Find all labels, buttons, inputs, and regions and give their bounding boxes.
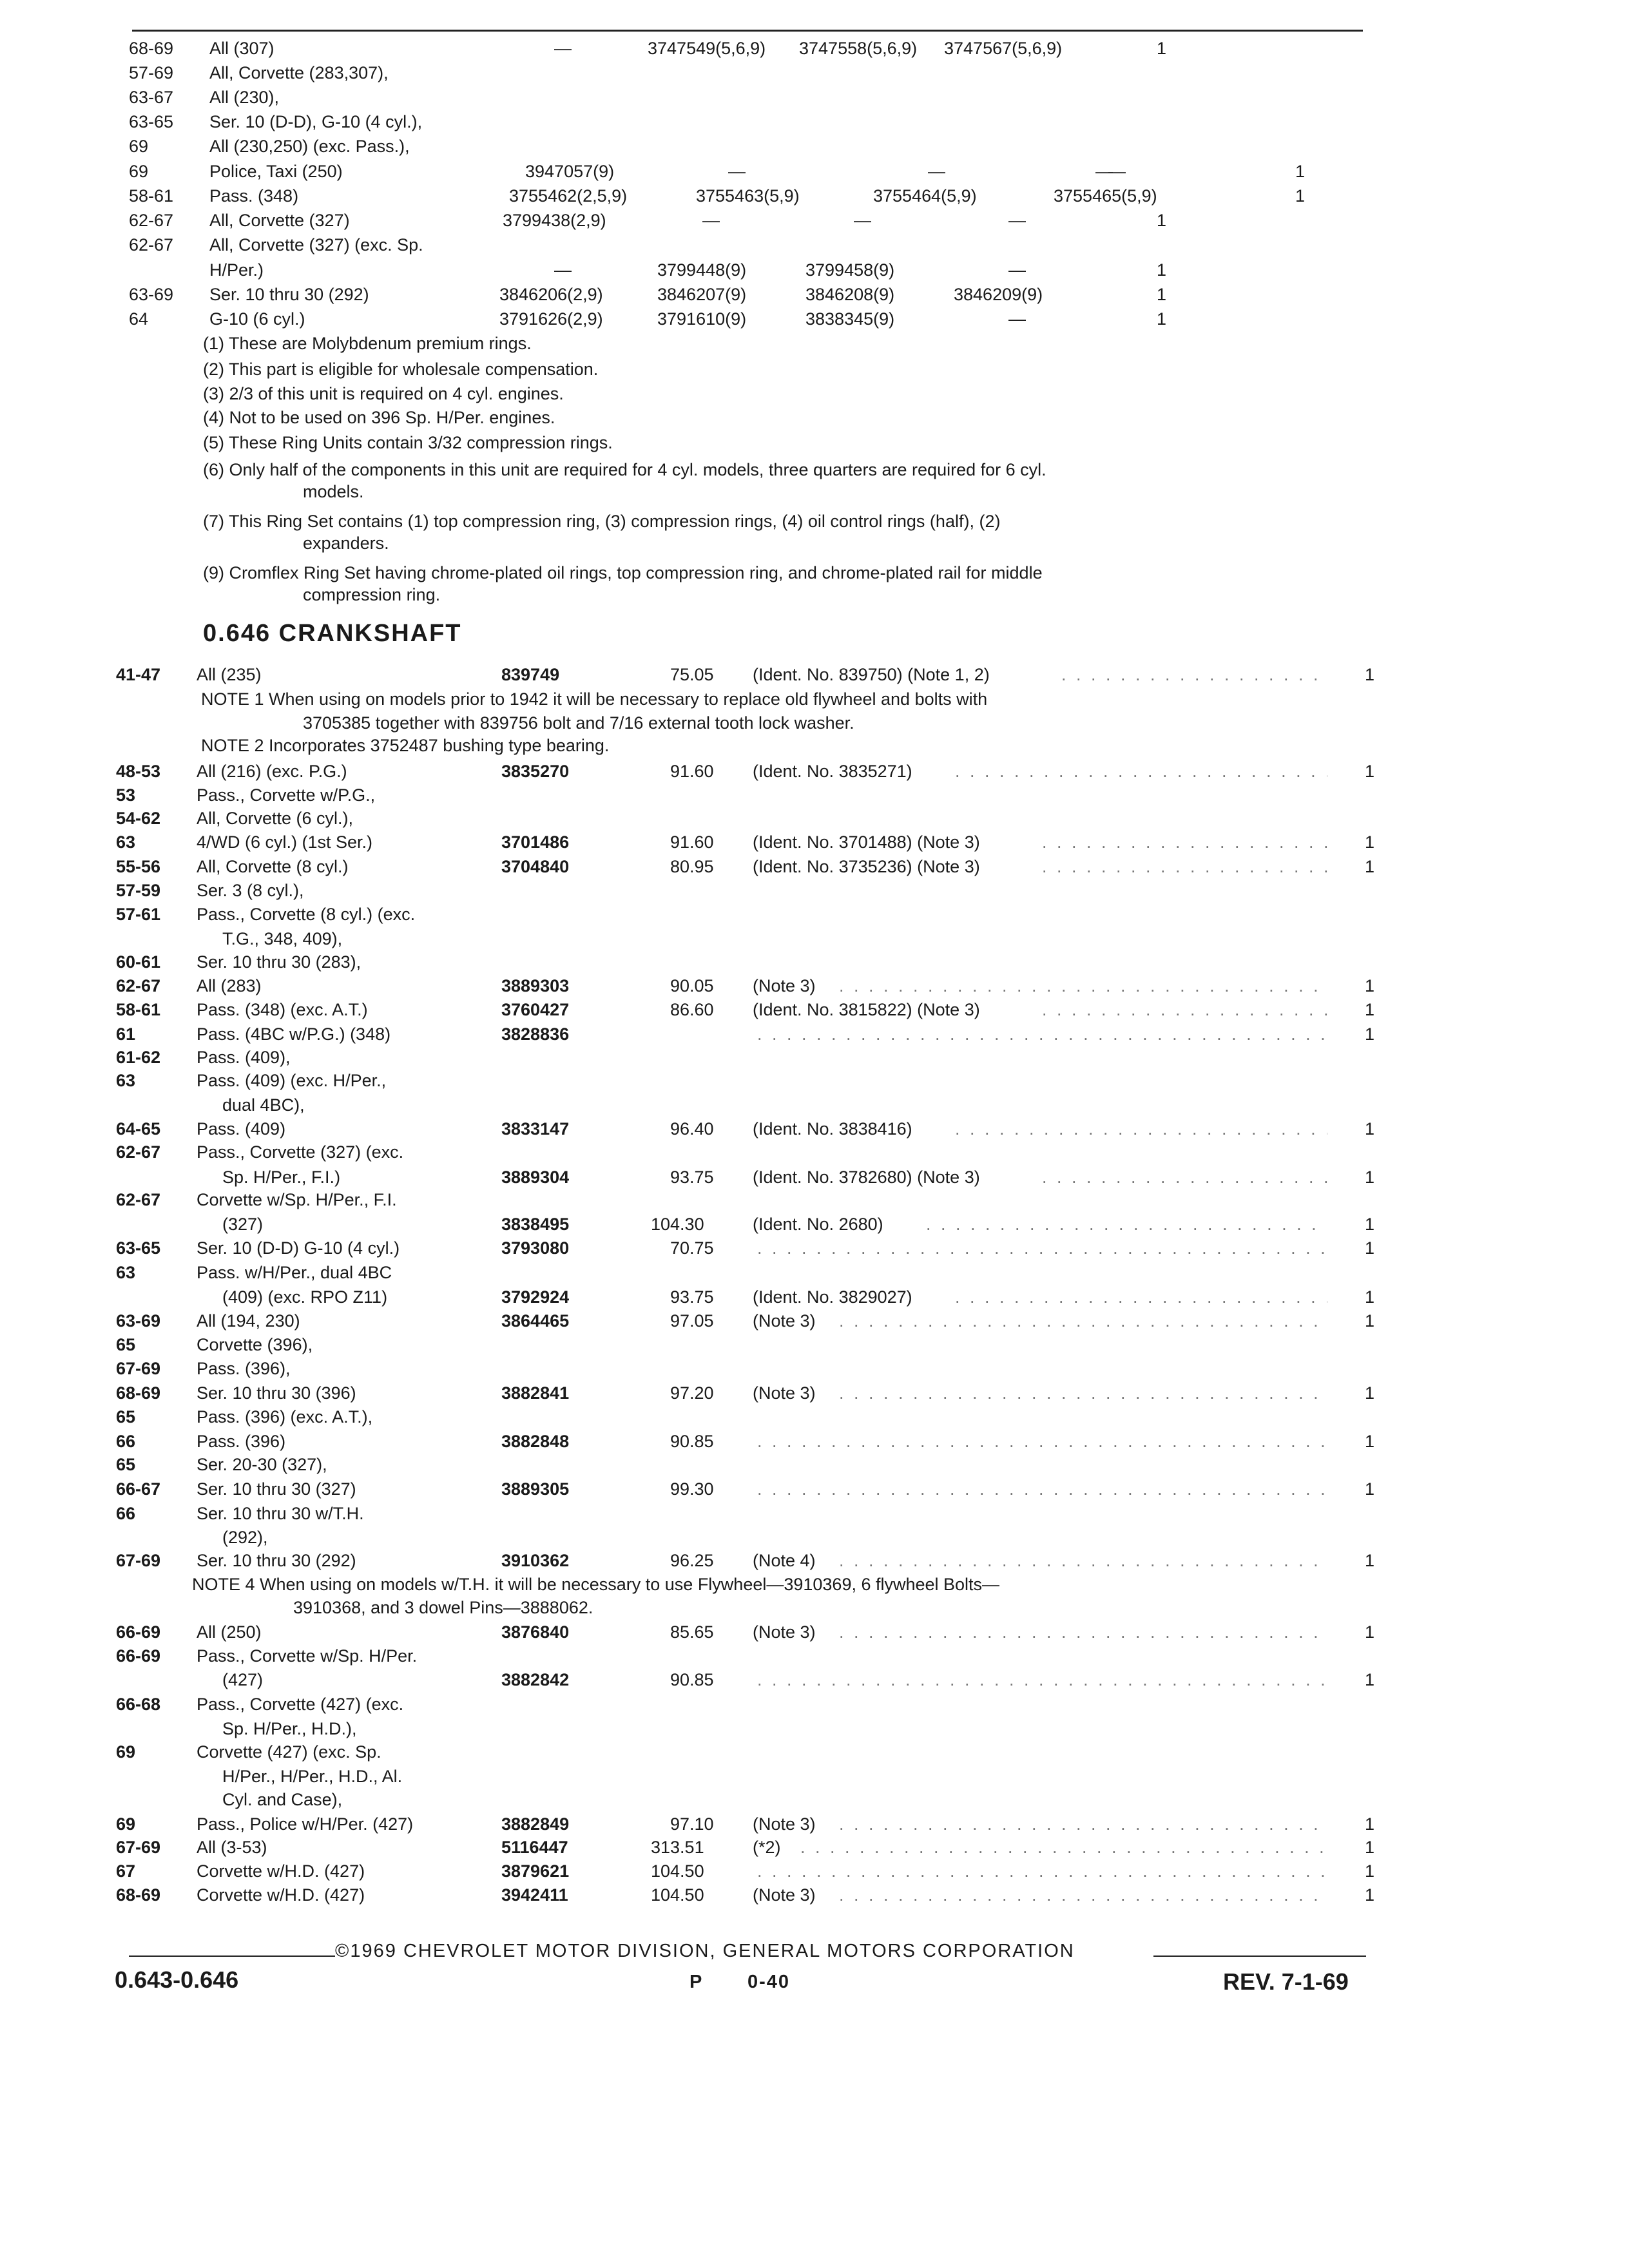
crank-years-cell: 58-61 (116, 1000, 161, 1019)
ring-p1-cell: 3791626(2,9) (499, 309, 603, 329)
crank-model-cell: (427) (222, 1670, 264, 1689)
crank-years-cell: 67 (116, 1861, 136, 1881)
footer-copyright: ©1969 CHEVROLET MOTOR DIVISION, GENERAL MOTORS CORPORATION (335, 1941, 1075, 1961)
crank-remark-cell: (Ident. No. 3829027) (753, 1287, 912, 1307)
ring-footnote: (5) These Ring Units contain 3/32 compression rings. (203, 433, 613, 452)
crank-model-cell: Pass., Corvette w/Sp. H/Per. (197, 1646, 418, 1666)
crank-model-cell: Corvette (396), (197, 1335, 313, 1354)
ring-models-cell: All (230), (209, 88, 280, 107)
crank-qty-cell: 1 (1365, 1287, 1375, 1307)
crank-price-cell: 75.05 (670, 665, 714, 684)
leader-dots (839, 1621, 1327, 1643)
ring-p2-cell: 3747549(5,6,9) (648, 39, 766, 58)
ring-models-cell: All, Corvette (327) (exc. Sp. (209, 235, 423, 255)
crank-remark-cell: (Note 3) (753, 1885, 816, 1905)
ring-qty-cell: 1 (1157, 260, 1167, 280)
ring-models-cell: All (307) (209, 39, 275, 58)
ring-footnote: (9) Cromflex Ring Set having chrome-plated oil rings, top compression ring, and chrome-plated rail for middle (203, 563, 1043, 582)
crank-remark-cell: (Ident. No. 3701488) (Note 3) (753, 832, 980, 852)
crank-years-cell: 67-69 (116, 1551, 161, 1570)
crank-model-cell: Corvette w/Sp. H/Per., F.I. (197, 1190, 397, 1209)
ring-p2-cell: 3791610(9) (657, 309, 747, 329)
crank-model-cell: Pass. (4BC w/P.G.) (348) (197, 1024, 391, 1044)
ring-p1-cell: — (554, 39, 572, 58)
ring-p4-cell: 3755465(5,9) (1054, 186, 1157, 206)
ring-p1-cell: 3846206(2,9) (499, 285, 603, 304)
ring-qty-cell: 1 (1295, 162, 1306, 181)
crank-remark-cell: (Note 3) (753, 1311, 816, 1331)
leader-dots (839, 1382, 1327, 1404)
crank-part-number-cell: 3910362 (501, 1551, 570, 1570)
leader-dots (839, 1813, 1327, 1835)
crank-price-cell: 80.95 (670, 857, 714, 876)
crank-model-cell: Pass., Police w/H/Per. (427) (197, 1814, 414, 1834)
crank-qty-cell: 1 (1365, 1383, 1375, 1403)
crank-remark-cell: (Ident. No. 3735236) (Note 3) (753, 857, 980, 876)
ring-models-cell: All, Corvette (283,307), (209, 63, 389, 82)
section-heading-crankshaft: 0.646 CRANKSHAFT (203, 620, 462, 647)
crank-price-cell: 91.60 (670, 832, 714, 852)
crank-years-cell: 65 (116, 1335, 136, 1354)
crank-years-cell: 63-65 (116, 1238, 161, 1258)
crank-part-number-cell: 3838495 (501, 1215, 570, 1234)
ring-p4-cell: — (1008, 260, 1026, 280)
ring-years-cell: 64 (129, 309, 149, 329)
crank-qty-cell: 1 (1365, 976, 1375, 995)
crank-years-cell: 66-69 (116, 1646, 161, 1666)
crank-years-cell: 62-67 (116, 976, 161, 995)
ring-p4-cell: — (1008, 309, 1026, 329)
crank-years-cell: 63 (116, 832, 136, 852)
crank-qty-cell: 1 (1365, 1311, 1375, 1331)
ring-years-cell: 63-69 (129, 285, 174, 304)
crank-part-number-cell: 3882842 (501, 1670, 570, 1689)
crank-price-cell: 104.50 (651, 1861, 704, 1881)
crank-model-cell: Pass., Corvette (8 cyl.) (exc. (197, 905, 416, 924)
crank-years-cell: 69 (116, 1742, 136, 1762)
ring-footnote: models. (303, 482, 364, 501)
ring-p2-cell: — (728, 162, 746, 181)
crank-qty-cell: 1 (1365, 1432, 1375, 1451)
ring-footnote: (6) Only half of the components in this unit are required for 4 cyl. models, three quarters are required for 6 cyl. (203, 460, 1046, 479)
crankshaft-note-line: NOTE 2 Incorporates 3752487 bushing type bearing. (201, 736, 610, 755)
crank-model-cell: Ser. 10 (D-D) G-10 (4 cyl.) (197, 1238, 400, 1258)
crank-qty-cell: 1 (1365, 1024, 1375, 1044)
ring-footnote: (3) 2/3 of this unit is required on 4 cyl. engines. (203, 384, 564, 403)
crank-model-cell: Pass. (396) (exc. A.T.), (197, 1407, 373, 1427)
ring-qty-cell: 1 (1157, 309, 1167, 329)
crank-part-number-cell: 3792924 (501, 1287, 570, 1307)
crank-part-number-cell: 3879621 (501, 1861, 570, 1881)
crank-model-cell: Ser. 3 (8 cyl.), (197, 881, 304, 900)
crank-model-cell: dual 4BC), (222, 1095, 305, 1115)
crank-price-cell: 99.30 (670, 1479, 714, 1499)
crank-part-number-cell: 3864465 (501, 1311, 570, 1331)
ring-models-cell: Police, Taxi (250) (209, 162, 343, 181)
footer-rule-right (1153, 1956, 1366, 1957)
crank-model-cell: Corvette (427) (exc. Sp. (197, 1742, 381, 1762)
crank-years-cell: 66-69 (116, 1622, 161, 1642)
leader-dots (839, 975, 1327, 997)
crank-years-cell: 61 (116, 1024, 136, 1044)
ring-p3-cell: 3838345(9) (805, 309, 895, 329)
crank-model-cell: Pass. (409) (exc. H/Per., (197, 1071, 387, 1090)
crank-years-cell: 57-61 (116, 905, 161, 924)
ring-footnote: compression ring. (303, 585, 441, 604)
footer-page-number: 0-40 (747, 1972, 791, 1992)
crank-remark-cell: (Note 3) (753, 1622, 816, 1642)
leader-dots (926, 1213, 1327, 1235)
ring-p3-cell: 3846208(9) (805, 285, 895, 304)
crank-model-cell: H/Per., H/Per., H.D., Al. (222, 1767, 403, 1786)
crank-qty-cell: 1 (1365, 1838, 1375, 1857)
crank-years-cell: 60-61 (116, 952, 161, 972)
crank-model-cell: Sp. H/Per., H.D.), (222, 1719, 357, 1738)
ring-p4-cell: 3846209(9) (954, 285, 1043, 304)
leader-dots (757, 1860, 1327, 1882)
crank-price-cell: 90.85 (670, 1670, 714, 1689)
ring-models-cell: Pass. (348) (209, 186, 299, 206)
crank-part-number-cell: 3889303 (501, 976, 570, 995)
crank-price-cell: 313.51 (651, 1838, 704, 1857)
ring-years-cell: 69 (129, 137, 149, 156)
crank-model-cell: 4/WD (6 cyl.) (1st Ser.) (197, 832, 373, 852)
crank-model-cell: All, Corvette (6 cyl.), (197, 809, 354, 828)
crank-qty-cell: 1 (1365, 1885, 1375, 1905)
crank-price-cell: 104.50 (651, 1885, 704, 1905)
crank-years-cell: 65 (116, 1407, 136, 1427)
crank-price-cell: 96.40 (670, 1119, 714, 1139)
crank-part-number-cell: 3828836 (501, 1024, 570, 1044)
leader-dots (757, 1478, 1327, 1500)
ring-models-cell: Ser. 10 (D-D), G-10 (4 cyl.), (209, 112, 423, 131)
ring-p2-cell: 3755463(5,9) (696, 186, 800, 206)
crankshaft-note-line: NOTE 1 When using on models prior to 1942 it will be necessary to replace old flywheel and bolts with (201, 689, 988, 709)
crank-model-cell: (409) (exc. RPO Z11) (222, 1287, 388, 1307)
crank-model-cell: Cyl. and Case), (222, 1790, 343, 1809)
ring-years-cell: 62-67 (129, 235, 174, 255)
leader-dots (955, 1118, 1327, 1140)
ring-qty-cell: 1 (1157, 211, 1167, 230)
ring-footnote: expanders. (303, 533, 389, 553)
crank-price-cell: 97.20 (670, 1383, 714, 1403)
footer-section-range: 0.643-0.646 (115, 1966, 239, 1993)
crank-years-cell: 48-53 (116, 762, 161, 781)
crankshaft-note-line: NOTE 4 When using on models w/T.H. it will be necessary to use Flywheel—3910369, 6 flywheel Bolts— (192, 1575, 1000, 1594)
crank-part-number-cell: 3793080 (501, 1238, 570, 1258)
footer-revision: REV. 7-1-69 (1223, 1968, 1349, 1995)
crank-years-cell: 66-68 (116, 1695, 161, 1714)
crank-part-number-cell: 3942411 (501, 1885, 568, 1905)
ring-p3-cell: 3755464(5,9) (873, 186, 977, 206)
footer-rule-left (129, 1956, 335, 1957)
crank-qty-cell: 1 (1365, 1119, 1375, 1139)
crank-model-cell: Ser. 10 thru 30 (396) (197, 1383, 356, 1403)
crank-price-cell: 97.05 (670, 1311, 714, 1331)
crank-part-number-cell: 3704840 (501, 857, 570, 876)
ring-footnote: (2) This part is eligible for wholesale compensation. (203, 360, 599, 379)
crank-remark-cell: (*2) (753, 1838, 781, 1857)
ring-p3-cell: — (928, 162, 945, 181)
ring-p2-cell: 3799448(9) (657, 260, 747, 280)
crank-years-cell: 64-65 (116, 1119, 161, 1139)
crank-price-cell: 90.05 (670, 976, 714, 995)
crank-model-cell: Pass., Corvette w/P.G., (197, 785, 376, 805)
crank-model-cell: Pass. (396) (197, 1432, 286, 1451)
leader-dots (955, 1286, 1327, 1308)
crank-qty-cell: 1 (1365, 1622, 1375, 1642)
crank-years-cell: 67-69 (116, 1359, 161, 1378)
leader-dots (757, 1237, 1327, 1259)
crank-price-cell: 93.75 (670, 1168, 714, 1187)
ring-models-cell: All (230,250) (exc. Pass.), (209, 137, 410, 156)
crank-model-cell: Pass. (409), (197, 1048, 291, 1067)
crank-years-cell: 68-69 (116, 1885, 161, 1905)
crank-years-cell: 62-67 (116, 1190, 161, 1209)
ring-p3-cell: 3747558(5,6,9) (799, 39, 918, 58)
crank-price-cell: 104.30 (651, 1215, 704, 1234)
leader-dots (1042, 856, 1327, 878)
crank-qty-cell: 1 (1365, 1168, 1375, 1187)
crank-model-cell: Corvette w/H.D. (427) (197, 1861, 365, 1881)
ring-years-cell: 69 (129, 162, 149, 181)
crank-remark-cell: (Ident. No. 3835271) (753, 762, 912, 781)
ring-models-cell: All, Corvette (327) (209, 211, 350, 230)
ring-years-cell: 63-67 (129, 88, 174, 107)
ring-models-cell: G-10 (6 cyl.) (209, 309, 305, 329)
crank-qty-cell: 1 (1365, 832, 1375, 852)
leader-dots (800, 1836, 1327, 1858)
crankshaft-note-line: 3705385 together with 839756 bolt and 7/16 external tooth lock washer. (303, 713, 854, 733)
leader-dots (839, 1550, 1327, 1571)
ring-p2-cell: 3846207(9) (657, 285, 747, 304)
crank-part-number-cell: 3833147 (501, 1119, 570, 1139)
crank-remark-cell: (Ident. No. 839750) (Note 1, 2) (753, 665, 990, 684)
crank-qty-cell: 1 (1365, 1215, 1375, 1234)
ring-footnote: (4) Not to be used on 396 Sp. H/Per. engines. (203, 408, 555, 427)
crank-years-cell: 69 (116, 1814, 136, 1834)
crank-years-cell: 55-56 (116, 857, 161, 876)
crank-part-number-cell: 3701486 (501, 832, 570, 852)
ring-p1-cell: 3799438(2,9) (503, 211, 606, 230)
crank-remark-cell: (Ident. No. 2680) (753, 1215, 883, 1234)
crank-years-cell: 65 (116, 1455, 136, 1474)
crank-remark-cell: (Note 3) (753, 1383, 816, 1403)
crank-model-cell: Sp. H/Per., F.I.) (222, 1168, 341, 1187)
leader-dots (757, 1669, 1327, 1691)
crank-years-cell: 57-59 (116, 881, 161, 900)
footer-page-prefix: P (689, 1972, 704, 1992)
crank-qty-cell: 1 (1365, 1551, 1375, 1570)
crank-part-number-cell: 3889305 (501, 1479, 570, 1499)
crank-years-cell: 63-69 (116, 1311, 161, 1331)
ring-p3-cell: — (854, 211, 871, 230)
crank-remark-cell: (Note 3) (753, 1814, 816, 1834)
crank-part-number-cell: 3876840 (501, 1622, 570, 1642)
crank-model-cell: Ser. 10 thru 30 (292) (197, 1551, 356, 1570)
crank-model-cell: Pass., Corvette (327) (exc. (197, 1142, 404, 1162)
crank-model-cell: Ser. 10 thru 30 (283), (197, 952, 361, 972)
crank-years-cell: 63 (116, 1071, 136, 1090)
crank-price-cell: 91.60 (670, 762, 714, 781)
crank-model-cell: All (250) (197, 1622, 262, 1642)
crank-price-cell: 97.10 (670, 1814, 714, 1834)
crank-years-cell: 41-47 (116, 665, 161, 684)
ring-years-cell: 58-61 (129, 186, 174, 206)
crank-qty-cell: 1 (1365, 1814, 1375, 1834)
leader-dots (757, 1023, 1327, 1045)
leader-dots (1042, 999, 1327, 1021)
ring-models-cell: H/Per.) (209, 260, 264, 280)
leader-dots (1042, 831, 1327, 853)
crank-qty-cell: 1 (1365, 665, 1375, 684)
crank-remark-cell: (Ident. No. 3815822) (Note 3) (753, 1000, 980, 1019)
ring-p3-cell: 3799458(9) (805, 260, 895, 280)
crank-model-cell: All (3-53) (197, 1838, 267, 1857)
crank-model-cell: All (216) (exc. P.G.) (197, 762, 347, 781)
crank-model-cell: T.G., 348, 409), (222, 929, 343, 948)
ring-p1-cell: 3755462(2,5,9) (509, 186, 628, 206)
crank-remark-cell: (Note 3) (753, 976, 816, 995)
crank-years-cell: 61-62 (116, 1048, 161, 1067)
crank-price-cell: 86.60 (670, 1000, 714, 1019)
ring-years-cell: 63-65 (129, 112, 174, 131)
crank-model-cell: Corvette w/H.D. (427) (197, 1885, 365, 1905)
crank-model-cell: All (283) (197, 976, 262, 995)
ring-qty-cell: 1 (1295, 186, 1306, 206)
ring-years-cell: 62-67 (129, 211, 174, 230)
crank-years-cell: 54-62 (116, 809, 161, 828)
crank-model-cell: Pass. (348) (exc. A.T.) (197, 1000, 368, 1019)
crank-model-cell: Ser. 20-30 (327), (197, 1455, 327, 1474)
crank-part-number-cell: 5116447 (501, 1838, 568, 1857)
top-rule (132, 30, 1363, 32)
ring-models-cell: Ser. 10 thru 30 (292) (209, 285, 369, 304)
ring-p5-cell: — (1095, 162, 1113, 181)
crank-model-cell: All, Corvette (8 cyl.) (197, 857, 349, 876)
crank-years-cell: 67-69 (116, 1838, 161, 1857)
crank-model-cell: Pass. w/H/Per., dual 4BC (197, 1263, 392, 1282)
crank-qty-cell: 1 (1365, 1238, 1375, 1258)
crank-years-cell: 62-67 (116, 1142, 161, 1162)
crank-qty-cell: 1 (1365, 1861, 1375, 1881)
crank-qty-cell: 1 (1365, 1000, 1375, 1019)
crank-years-cell: 68-69 (116, 1383, 161, 1403)
crank-part-number-cell: 3882841 (501, 1383, 570, 1403)
crank-model-cell: Ser. 10 thru 30 (327) (197, 1479, 356, 1499)
crank-years-cell: 53 (116, 785, 136, 805)
ring-footnote: (1) These are Molybdenum premium rings. (203, 334, 532, 353)
crank-qty-cell: 1 (1365, 1479, 1375, 1499)
crank-part-number-cell: 839749 (501, 665, 560, 684)
crank-price-cell: 93.75 (670, 1287, 714, 1307)
ring-footnote: (7) This Ring Set contains (1) top compression ring, (3) compression rings, (4) oil control rings (half), (2) (203, 512, 1001, 531)
leader-dots (1042, 1166, 1327, 1188)
crank-years-cell: 66 (116, 1432, 136, 1451)
crank-remark-cell: (Ident. No. 3782680) (Note 3) (753, 1168, 980, 1187)
leader-dots (757, 1430, 1327, 1452)
crankshaft-note-line: 3910368, and 3 dowel Pins—3888062. (293, 1598, 593, 1617)
crank-price-cell: 96.25 (670, 1551, 714, 1570)
leader-dots (955, 760, 1327, 782)
crank-part-number-cell: 3882849 (501, 1814, 570, 1834)
ring-years-cell: 57-69 (129, 63, 174, 82)
crank-model-cell: Pass. (409) (197, 1119, 286, 1139)
leader-dots (839, 1884, 1327, 1906)
crank-model-cell: (292), (222, 1528, 268, 1547)
crank-model-cell: (327) (222, 1215, 264, 1234)
ring-p4-cell: — (1108, 162, 1126, 181)
crank-model-cell: All (235) (197, 665, 262, 684)
crank-model-cell: Ser. 10 thru 30 w/T.H. (197, 1504, 364, 1523)
crank-part-number-cell: 3889304 (501, 1168, 570, 1187)
crank-qty-cell: 1 (1365, 1670, 1375, 1689)
leader-dots (839, 1310, 1327, 1332)
crank-model-cell: Pass., Corvette (427) (exc. (197, 1695, 404, 1714)
crank-years-cell: 63 (116, 1263, 136, 1282)
crank-price-cell: 70.75 (670, 1238, 714, 1258)
crank-part-number-cell: 3835270 (501, 762, 570, 781)
crank-part-number-cell: 3882848 (501, 1432, 570, 1451)
ring-p1-cell: 3947057(9) (525, 162, 615, 181)
ring-years-cell: 68-69 (129, 39, 174, 58)
crank-price-cell: 85.65 (670, 1622, 714, 1642)
ring-p2-cell: — (702, 211, 720, 230)
ring-qty-cell: 1 (1157, 39, 1167, 58)
crank-part-number-cell: 3760427 (501, 1000, 570, 1019)
crank-years-cell: 66-67 (116, 1479, 161, 1499)
crank-remark-cell: (Ident. No. 3838416) (753, 1119, 912, 1139)
leader-dots (1061, 664, 1327, 686)
crank-qty-cell: 1 (1365, 762, 1375, 781)
crank-price-cell: 90.85 (670, 1432, 714, 1451)
ring-p4-cell: 3747567(5,6,9) (944, 39, 1063, 58)
crank-remark-cell: (Note 4) (753, 1551, 816, 1570)
ring-p1-cell: — (554, 260, 572, 280)
ring-p4-cell: — (1008, 211, 1026, 230)
ring-qty-cell: 1 (1157, 285, 1167, 304)
crank-model-cell: Pass. (396), (197, 1359, 291, 1378)
crank-model-cell: All (194, 230) (197, 1311, 300, 1331)
crank-years-cell: 66 (116, 1504, 136, 1523)
crank-qty-cell: 1 (1365, 857, 1375, 876)
